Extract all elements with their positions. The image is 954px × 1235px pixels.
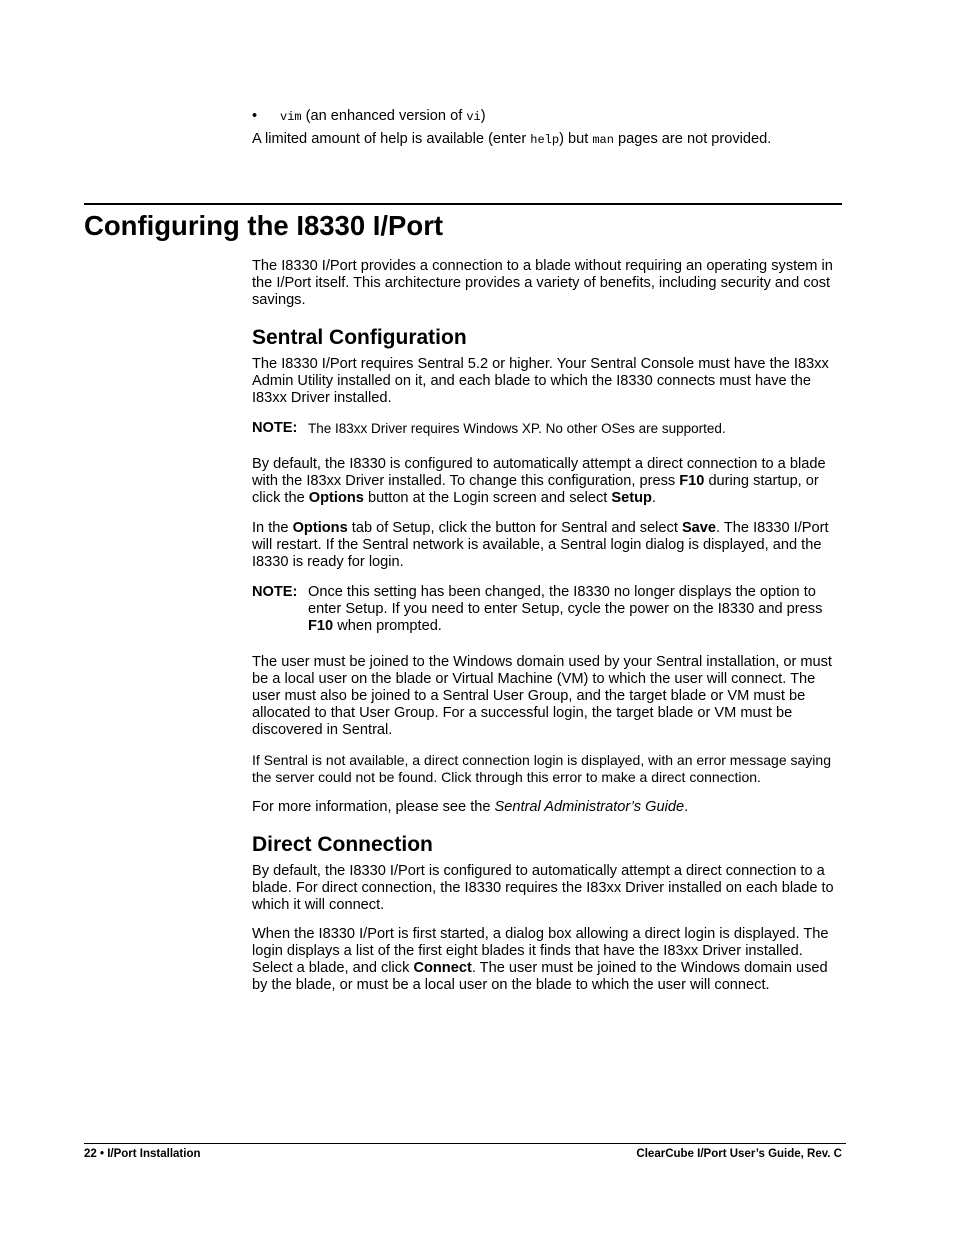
code-man: man <box>592 133 614 147</box>
setup-term: Setup <box>611 490 652 506</box>
sentral-paragraph-6 <box>252 799 844 816</box>
note-2 <box>252 584 844 635</box>
code-help: help <box>530 133 560 147</box>
connect-term: Connect <box>413 960 472 976</box>
direct-paragraph-2 <box>252 926 844 994</box>
text: In the <box>252 520 293 536</box>
section-divider <box>84 203 842 205</box>
sentral-paragraph-3 <box>252 520 844 571</box>
direct-heading: Direct Connection <box>252 833 433 856</box>
text: When the I8330 I/Port is first started, a dialog box allowing a direct login is displayed. The login displays a list of the first eight blades it finds that have the I83xx Driver installed. Select a blade, and click <box>252 926 829 976</box>
text: button at the Login screen and select <box>363 490 612 506</box>
bullet-symbol: • <box>252 108 258 124</box>
guide-title: Sentral Administrator’s Guide <box>494 799 685 815</box>
help-text-post: pages are not provided. <box>613 131 772 147</box>
text: Once this setting has been changed, the I8330 no longer displays the option to enter Setup. If you need to enter Setup, cycle the power on the I8330 and press <box>308 584 823 617</box>
code-vim: vim <box>280 110 302 124</box>
direct-text-1: By default, the I8330 I/Port is configured to automatically attempt a direct connection to a blade. For direct connection, the I8330 requires the I83xx Driver installed on each blade to which it will connect. <box>252 863 834 913</box>
help-paragraph <box>252 131 844 149</box>
bullet-text: (an enhanced version of <box>301 108 467 124</box>
footer-divider <box>84 1143 846 1144</box>
sentral-paragraph-2 <box>252 456 844 507</box>
note-text <box>308 584 844 635</box>
bullet-item-vim <box>252 108 486 126</box>
sentral-heading: Sentral Configuration <box>252 326 467 349</box>
note-1 <box>252 420 844 437</box>
options-term: Options <box>292 520 348 536</box>
sentral-text-5: If Sentral is not available, a direct connection login is displayed, with an error message saying the server could not be found. Click through this error to make a direct connection. <box>252 752 831 785</box>
text: . The I8330 I/Port will restart. If the Sentral network is available, a Sentral login dialog is displayed, and the I8330 is ready for login. <box>252 520 829 570</box>
bullet-text-end: ) <box>480 108 486 124</box>
save-term: Save <box>681 520 717 536</box>
sentral-paragraph-5 <box>252 752 844 786</box>
code-vi: vi <box>466 110 481 124</box>
note-label: NOTE: <box>252 584 298 600</box>
section-title: Configuring the I8330 I/Port <box>84 210 444 241</box>
text: By default, the I8330 is configured to automatically attempt a direct connection to a blade with the I83xx Driver installed. To change this configuration, press <box>252 456 826 489</box>
note-label: NOTE: <box>252 420 298 436</box>
text: . The user must be joined to the Windows domain used by the blade, or must be a local user on the blade to which the user will connect. <box>252 960 828 993</box>
sentral-text-4: The user must be joined to the Windows domain used by your Sentral installation, or must be a local user on the blade or Virtual Machine (VM) to which the user will connect. The user must also be joined to a Sentral User Group, and the target blade or VM must be allocated to that User Group. For a successful login, the target blade or VM must be discovered in Sentral. <box>252 654 832 738</box>
note-text: The I83xx Driver requires Windows XP. No other OSes are supported. <box>308 421 726 436</box>
text: when prompted. <box>333 618 442 634</box>
footer-page-label: 22 • I/Port Installation <box>84 1148 201 1160</box>
direct-paragraph-1 <box>252 863 844 914</box>
key-f10: F10 <box>308 618 334 634</box>
intro-text: The I8330 I/Port provides a connection to a blade without requiring an operating system in the I/Port itself. This architecture provides a variety of benefits, including security and cost savings. <box>252 258 833 308</box>
text: . <box>651 490 656 506</box>
text: tab of Setup, click the button for Sentral and select <box>347 520 682 536</box>
help-text-mid: ) but <box>559 131 593 147</box>
text: during startup, or click the <box>252 473 819 506</box>
options-term: Options <box>308 490 364 506</box>
key-f10: F10 <box>679 473 705 489</box>
intro-paragraph <box>252 258 844 309</box>
text: For more information, please see the <box>252 799 495 815</box>
sentral-paragraph-4 <box>252 654 844 739</box>
sentral-paragraph-1 <box>252 356 844 407</box>
footer-guide-title: ClearCube I/Port User’s Guide, Rev. C <box>636 1148 842 1160</box>
text: . <box>684 799 689 815</box>
help-text-pre: A limited amount of help is available (enter <box>252 131 531 147</box>
sentral-text-1: The I8330 I/Port requires Sentral 5.2 or higher. Your Sentral Console must have the I83xx Admin Utility installed on it, and each blade to which the I8330 connects must have the I83xx Driver installed. <box>252 356 829 406</box>
